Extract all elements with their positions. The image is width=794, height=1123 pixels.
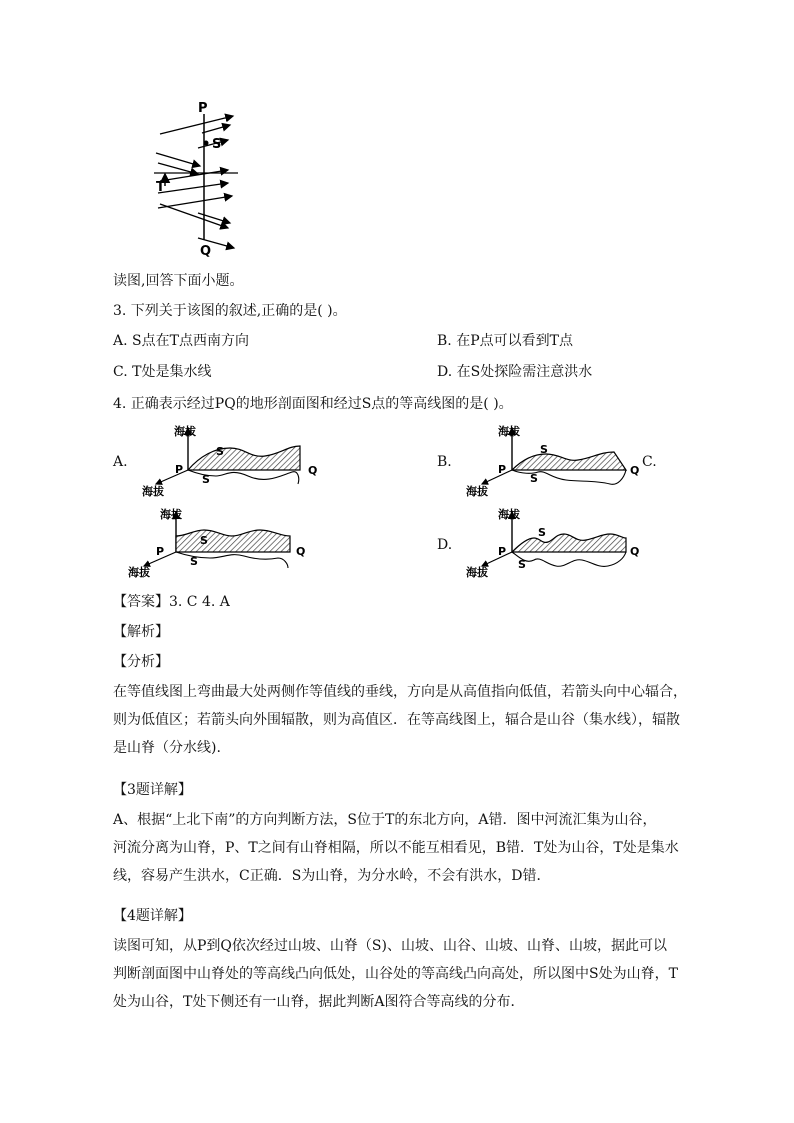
- svg-text:Q: Q: [308, 464, 318, 477]
- svg-text:S: S: [538, 526, 546, 539]
- answer-line: 【答案】3. C 4. A: [113, 594, 230, 610]
- fenxi-line: 在等值线图上弯曲最大处两侧作等值线的垂线，方向是从高值指向低值，若箭头向中心辐合，: [113, 684, 687, 700]
- river-arrow-figure: [140, 98, 250, 258]
- contour-line-d: [512, 552, 626, 566]
- fenxi-line: 是山脊（分水线).: [113, 740, 221, 756]
- q4-detail-line: 读图可知，从P到Q依次经过山坡、山脊（S)、山坡、山谷、山坡、山脊、山坡，据此可以: [113, 938, 667, 954]
- q4-detail-line: 处为山谷，T处下侧还有一山脊，据此判断A图符合等高线的分布．: [113, 994, 525, 1010]
- question-4-option-a: A.: [113, 454, 128, 470]
- fenxi-heading: 【分析】: [113, 654, 169, 670]
- svg-text:S: S: [200, 534, 208, 547]
- q3-detail-line: A、根据“上北下南”的方向判断方法，S位于T的东北方向，A错．图中河流汇集为山谷，: [113, 812, 657, 828]
- svg-text:S: S: [190, 555, 198, 568]
- terrain-profile-a: [188, 446, 300, 470]
- svg-text:海拔: 海拔: [174, 425, 196, 438]
- jiexi-heading: 【解析】: [113, 624, 169, 640]
- svg-text:P: P: [156, 545, 165, 558]
- svg-text:S: S: [202, 473, 210, 486]
- profile-diagram-d: [466, 507, 639, 579]
- q3-detail-line: 河流分离为山脊，P、T之间有山脊相隔，所以不能互相看见，B错．T处为山谷，T处是集水: [113, 840, 679, 856]
- profile-diagram-b: [466, 424, 639, 498]
- profile-diagram-c: [128, 507, 305, 579]
- question-3-option-c: C. T处是集水线: [113, 364, 212, 380]
- svg-text:海拔: 海拔: [498, 508, 520, 521]
- intro-text: 读图,回答下面小题。: [113, 273, 244, 289]
- svg-text:海拔: 海拔: [498, 425, 520, 438]
- svg-text:海拔: 海拔: [128, 566, 150, 579]
- river-arrow: [202, 125, 230, 133]
- label-s: S: [212, 137, 222, 152]
- terrain-profile-d: [512, 534, 626, 552]
- river-arrow: [160, 204, 228, 228]
- river-arrow: [160, 116, 233, 134]
- river-arrow: [160, 170, 228, 181]
- svg-text:P: P: [498, 545, 507, 558]
- svg-text:Q: Q: [630, 464, 640, 477]
- q4-detail-line: 判断剖面图中山脊处的等高线凸向低处，山谷处的等高线凸向高处，所以图中S处为山脊，T: [113, 966, 678, 982]
- river-arrow: [198, 213, 230, 223]
- river-arrow: [158, 196, 232, 208]
- label-p: P: [198, 101, 208, 116]
- profile-diagram-a: [142, 424, 317, 498]
- profile-diagrams: [120, 418, 660, 583]
- svg-text:Q: Q: [630, 545, 640, 558]
- svg-text:P: P: [498, 463, 507, 476]
- q3-detail-line: 线，容易产生洪水，C正确．S为山脊，为分水岭，不会有洪水，D错．: [113, 868, 551, 884]
- question-3-stem: 3. 下列关于该图的叙述,正确的是( )。: [113, 303, 347, 319]
- question-4-option-b: B.: [437, 454, 452, 470]
- q4-detail-paragraph: [113, 932, 685, 1016]
- river-arrows: [156, 116, 234, 248]
- terrain-profile-b: [512, 452, 626, 470]
- svg-text:海拔: 海拔: [466, 485, 488, 498]
- question-4-option-d: D.: [437, 537, 453, 553]
- svg-text:S: S: [518, 558, 526, 571]
- question-4-stem: 4. 正确表示经过PQ的地形剖面图和经过S点的等高线图的是( )。: [113, 396, 513, 412]
- q3-detail-paragraph: [113, 806, 685, 890]
- svg-text:S: S: [530, 472, 538, 485]
- svg-text:海拔: 海拔: [466, 566, 488, 579]
- question-3-option-d: D. 在S处探险需注意洪水: [437, 364, 593, 380]
- label-q: Q: [200, 244, 212, 258]
- river-arrow: [158, 183, 228, 193]
- label-t: T: [156, 180, 165, 195]
- svg-text:P: P: [175, 463, 184, 476]
- fenxi-line: 则为低值区；若箭头向外围辐散，则为高值区．在等高线图上，辐合是山谷（集水线），辐散: [113, 712, 680, 728]
- svg-text:Q: Q: [296, 545, 306, 558]
- svg-text:海拔: 海拔: [142, 485, 164, 498]
- svg-text:海拔: 海拔: [160, 508, 182, 521]
- q3-detail-heading: 【3题详解】: [113, 782, 192, 798]
- question-3-option-a: A. S点在T点西南方向: [113, 333, 249, 349]
- question-4-option-c: C.: [642, 454, 657, 470]
- svg-text:S: S: [540, 443, 548, 456]
- question-3-option-b: B. 在P点可以看到T点: [437, 333, 573, 349]
- fenxi-paragraph: [113, 678, 685, 762]
- s-point: [204, 141, 209, 146]
- svg-text:S: S: [216, 445, 224, 458]
- q4-detail-heading: 【4题详解】: [113, 908, 192, 924]
- terrain-profile-c: [176, 530, 290, 552]
